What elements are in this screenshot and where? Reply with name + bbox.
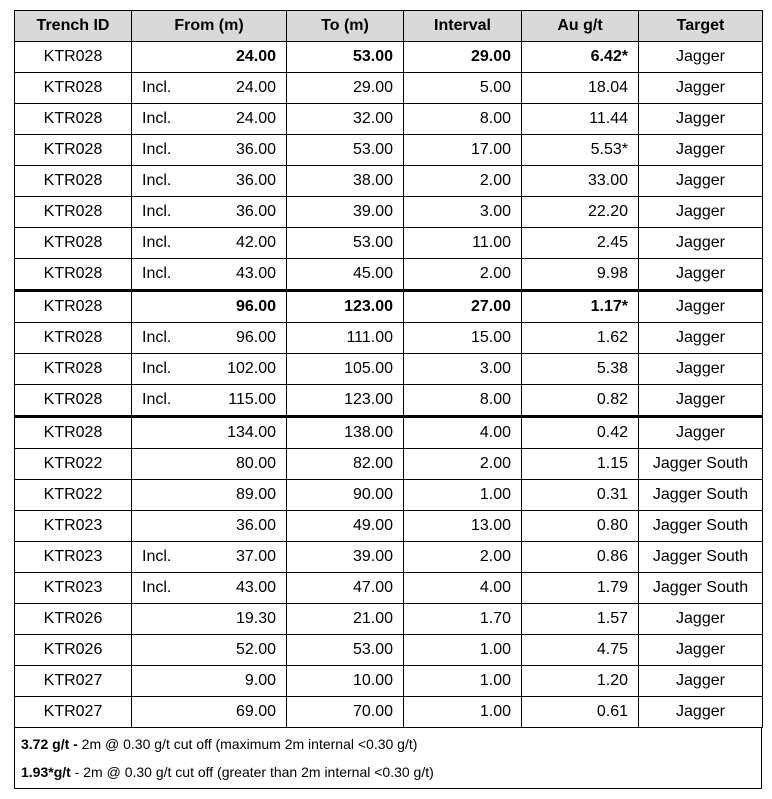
from-value: 102.00 [227, 360, 276, 377]
cell-au: 1.17* [522, 291, 639, 323]
cell-au: 0.31 [522, 480, 639, 511]
cell-target: Jagger [639, 259, 763, 291]
from-value: 24.00 [235, 110, 276, 127]
cell-au: 5.38 [522, 354, 639, 385]
incl-label: Incl. [142, 79, 172, 96]
cell-au: 18.04 [522, 73, 639, 104]
cell-to: 53.00 [287, 635, 404, 666]
cell-interval: 29.00 [404, 42, 522, 73]
footnotes [14, 728, 762, 789]
cell-interval: 13.00 [404, 511, 522, 542]
cell-target: Jagger [639, 228, 763, 259]
cell-target: Jagger [639, 135, 763, 166]
table-row [15, 542, 763, 573]
cell-trench-id: KTR028 [15, 291, 132, 323]
from-value: 24.00 [235, 48, 276, 65]
header-au: Au g/t [522, 11, 639, 42]
cell-au: 1.57 [522, 604, 639, 635]
cell-target: Jagger [639, 291, 763, 323]
cell-target: Jagger South [639, 480, 763, 511]
cell-interval: 11.00 [404, 228, 522, 259]
from-value: 43.00 [235, 265, 276, 282]
cell-from [132, 573, 287, 604]
cell-from [132, 323, 287, 354]
header-row [15, 11, 763, 42]
cell-au: 6.42* [522, 42, 639, 73]
cell-trench-id: KTR027 [15, 666, 132, 697]
table-row [15, 42, 763, 73]
incl-label: Incl. [142, 579, 172, 596]
header-trench-id: Trench ID [15, 11, 132, 42]
incl-label: Incl. [142, 172, 172, 189]
cell-to: 138.00 [287, 417, 404, 449]
cell-from [132, 135, 287, 166]
cell-trench-id: KTR028 [15, 354, 132, 385]
cell-from [132, 635, 287, 666]
cell-target: Jagger [639, 697, 763, 728]
table-row [15, 697, 763, 728]
cell-au: 11.44 [522, 104, 639, 135]
cell-au: 1.62 [522, 323, 639, 354]
header-from: From (m) [132, 11, 287, 42]
from-value: 36.00 [235, 517, 276, 534]
from-value: 37.00 [235, 548, 276, 565]
cell-from [132, 354, 287, 385]
cell-from [132, 697, 287, 728]
incl-label: Incl. [142, 265, 172, 282]
cell-trench-id: KTR028 [15, 166, 132, 197]
table-row [15, 449, 763, 480]
cell-interval: 1.00 [404, 480, 522, 511]
cell-from [132, 166, 287, 197]
cell-to: 123.00 [287, 291, 404, 323]
cell-interval: 2.00 [404, 542, 522, 573]
incl-label: Incl. [142, 141, 172, 158]
cell-interval: 27.00 [404, 291, 522, 323]
cell-target: Jagger [639, 666, 763, 697]
cell-trench-id: KTR023 [15, 511, 132, 542]
cell-interval: 8.00 [404, 385, 522, 417]
from-value: 36.00 [235, 172, 276, 189]
cell-from [132, 480, 287, 511]
cell-from [132, 259, 287, 291]
cell-to: 45.00 [287, 259, 404, 291]
table-row [15, 73, 763, 104]
cell-from [132, 385, 287, 417]
incl-label: Incl. [142, 391, 172, 408]
cell-trench-id: KTR022 [15, 480, 132, 511]
from-value: 43.00 [235, 579, 276, 596]
cell-interval: 8.00 [404, 104, 522, 135]
cell-interval: 15.00 [404, 323, 522, 354]
cell-target: Jagger [639, 417, 763, 449]
cell-interval: 4.00 [404, 417, 522, 449]
cell-target: Jagger [639, 197, 763, 228]
table-row [15, 480, 763, 511]
cell-to: 10.00 [287, 666, 404, 697]
cell-to: 111.00 [287, 323, 404, 354]
cell-target: Jagger South [639, 542, 763, 573]
table-row [15, 104, 763, 135]
cell-interval: 17.00 [404, 135, 522, 166]
cell-from [132, 449, 287, 480]
incl-label: Incl. [142, 203, 172, 220]
cell-trench-id: KTR028 [15, 104, 132, 135]
cell-trench-id: KTR026 [15, 635, 132, 666]
incl-label: Incl. [142, 360, 172, 377]
cell-interval: 1.00 [404, 666, 522, 697]
cell-target: Jagger South [639, 573, 763, 604]
cell-trench-id: KTR026 [15, 604, 132, 635]
cell-to: 38.00 [287, 166, 404, 197]
cell-to: 39.00 [287, 197, 404, 228]
incl-label: Incl. [142, 110, 172, 127]
cell-trench-id: KTR028 [15, 42, 132, 73]
from-value: 69.00 [235, 703, 276, 720]
cell-interval: 2.00 [404, 259, 522, 291]
from-value: 134.00 [227, 424, 276, 441]
cell-from [132, 73, 287, 104]
cell-to: 105.00 [287, 354, 404, 385]
cell-from [132, 104, 287, 135]
cell-from [132, 197, 287, 228]
cell-trench-id: KTR028 [15, 73, 132, 104]
cell-au: 0.82 [522, 385, 639, 417]
cell-from [132, 291, 287, 323]
cell-au: 33.00 [522, 166, 639, 197]
cell-au: 0.80 [522, 511, 639, 542]
cell-target: Jagger [639, 42, 763, 73]
cell-to: 32.00 [287, 104, 404, 135]
cell-trench-id: KTR023 [15, 573, 132, 604]
cell-interval: 1.70 [404, 604, 522, 635]
cell-from [132, 228, 287, 259]
assay-results-table [14, 10, 763, 728]
from-value: 19.30 [235, 610, 276, 627]
header-interval: Interval [404, 11, 522, 42]
table-row [15, 259, 763, 291]
table-body [15, 42, 763, 728]
cell-from [132, 604, 287, 635]
footnote-2 [21, 764, 434, 780]
cell-to: 39.00 [287, 542, 404, 573]
cell-to: 53.00 [287, 228, 404, 259]
cell-target: Jagger [639, 354, 763, 385]
cell-trench-id: KTR028 [15, 197, 132, 228]
cell-to: 47.00 [287, 573, 404, 604]
from-value: 96.00 [235, 329, 276, 346]
cell-au: 9.98 [522, 259, 639, 291]
cell-target: Jagger [639, 604, 763, 635]
cell-target: Jagger [639, 104, 763, 135]
cell-trench-id: KTR028 [15, 323, 132, 354]
table-row [15, 323, 763, 354]
cell-to: 49.00 [287, 511, 404, 542]
cell-target: Jagger [639, 166, 763, 197]
cell-au: 2.45 [522, 228, 639, 259]
cell-au: 0.42 [522, 417, 639, 449]
cell-target: Jagger South [639, 511, 763, 542]
cell-to: 21.00 [287, 604, 404, 635]
cell-target: Jagger [639, 385, 763, 417]
cell-to: 90.00 [287, 480, 404, 511]
cell-au: 1.79 [522, 573, 639, 604]
table-row [15, 573, 763, 604]
from-value: 36.00 [235, 203, 276, 220]
results-table-wrapper [14, 10, 762, 789]
table-row [15, 291, 763, 323]
cell-trench-id: KTR022 [15, 449, 132, 480]
cell-from [132, 666, 287, 697]
cell-target: Jagger [639, 73, 763, 104]
cell-to: 123.00 [287, 385, 404, 417]
cell-trench-id: KTR028 [15, 259, 132, 291]
from-value: 42.00 [235, 234, 276, 251]
table-row [15, 166, 763, 197]
cell-trench-id: KTR027 [15, 697, 132, 728]
cell-to: 29.00 [287, 73, 404, 104]
from-value: 89.00 [235, 486, 276, 503]
table-row [15, 228, 763, 259]
table-row [15, 604, 763, 635]
from-value: 52.00 [235, 641, 276, 658]
cell-trench-id: KTR028 [15, 135, 132, 166]
cell-interval: 2.00 [404, 449, 522, 480]
cell-interval: 1.00 [404, 635, 522, 666]
footnote-2-bold: 1.93*g/t [21, 764, 71, 780]
table-row [15, 197, 763, 228]
cell-trench-id: KTR028 [15, 385, 132, 417]
cell-au: 1.20 [522, 666, 639, 697]
incl-label: Incl. [142, 329, 172, 346]
from-value: 96.00 [235, 298, 276, 315]
cell-from [132, 417, 287, 449]
cell-from [132, 511, 287, 542]
header-to: To (m) [287, 11, 404, 42]
cell-au: 22.20 [522, 197, 639, 228]
table-row [15, 666, 763, 697]
cell-au: 0.86 [522, 542, 639, 573]
cell-target: Jagger South [639, 449, 763, 480]
cell-to: 70.00 [287, 697, 404, 728]
cell-interval: 4.00 [404, 573, 522, 604]
from-value: 9.00 [244, 672, 276, 689]
from-value: 36.00 [235, 141, 276, 158]
table-row [15, 635, 763, 666]
from-value: 24.00 [235, 79, 276, 96]
footnote-1-text: 2m @ 0.30 g/t cut off (maximum 2m internal <0.30 g/t) [77, 736, 418, 752]
incl-label: Incl. [142, 548, 172, 565]
cell-au: 0.61 [522, 697, 639, 728]
cell-from [132, 42, 287, 73]
table-row [15, 385, 763, 417]
cell-to: 53.00 [287, 135, 404, 166]
cell-interval: 2.00 [404, 166, 522, 197]
cell-target: Jagger [639, 635, 763, 666]
cell-interval: 5.00 [404, 73, 522, 104]
cell-trench-id: KTR028 [15, 417, 132, 449]
from-value: 115.00 [228, 391, 276, 408]
table-row [15, 135, 763, 166]
cell-target: Jagger [639, 323, 763, 354]
footnote-1 [21, 736, 417, 752]
cell-au: 4.75 [522, 635, 639, 666]
cell-from [132, 542, 287, 573]
cell-to: 82.00 [287, 449, 404, 480]
table-row [15, 511, 763, 542]
table-row [15, 417, 763, 449]
cell-to: 53.00 [287, 42, 404, 73]
footnote-1-bold: 3.72 g/t - [21, 736, 78, 752]
cell-interval: 1.00 [404, 697, 522, 728]
cell-interval: 3.00 [404, 197, 522, 228]
cell-au: 5.53* [522, 135, 639, 166]
cell-trench-id: KTR028 [15, 228, 132, 259]
table-row [15, 354, 763, 385]
from-value: 80.00 [235, 455, 276, 472]
cell-trench-id: KTR023 [15, 542, 132, 573]
cell-au: 1.15 [522, 449, 639, 480]
incl-label: Incl. [142, 234, 172, 251]
cell-interval: 3.00 [404, 354, 522, 385]
footnote-2-text: - 2m @ 0.30 g/t cut off (greater than 2m internal <0.30 g/t) [70, 764, 434, 780]
header-target: Target [639, 11, 763, 42]
